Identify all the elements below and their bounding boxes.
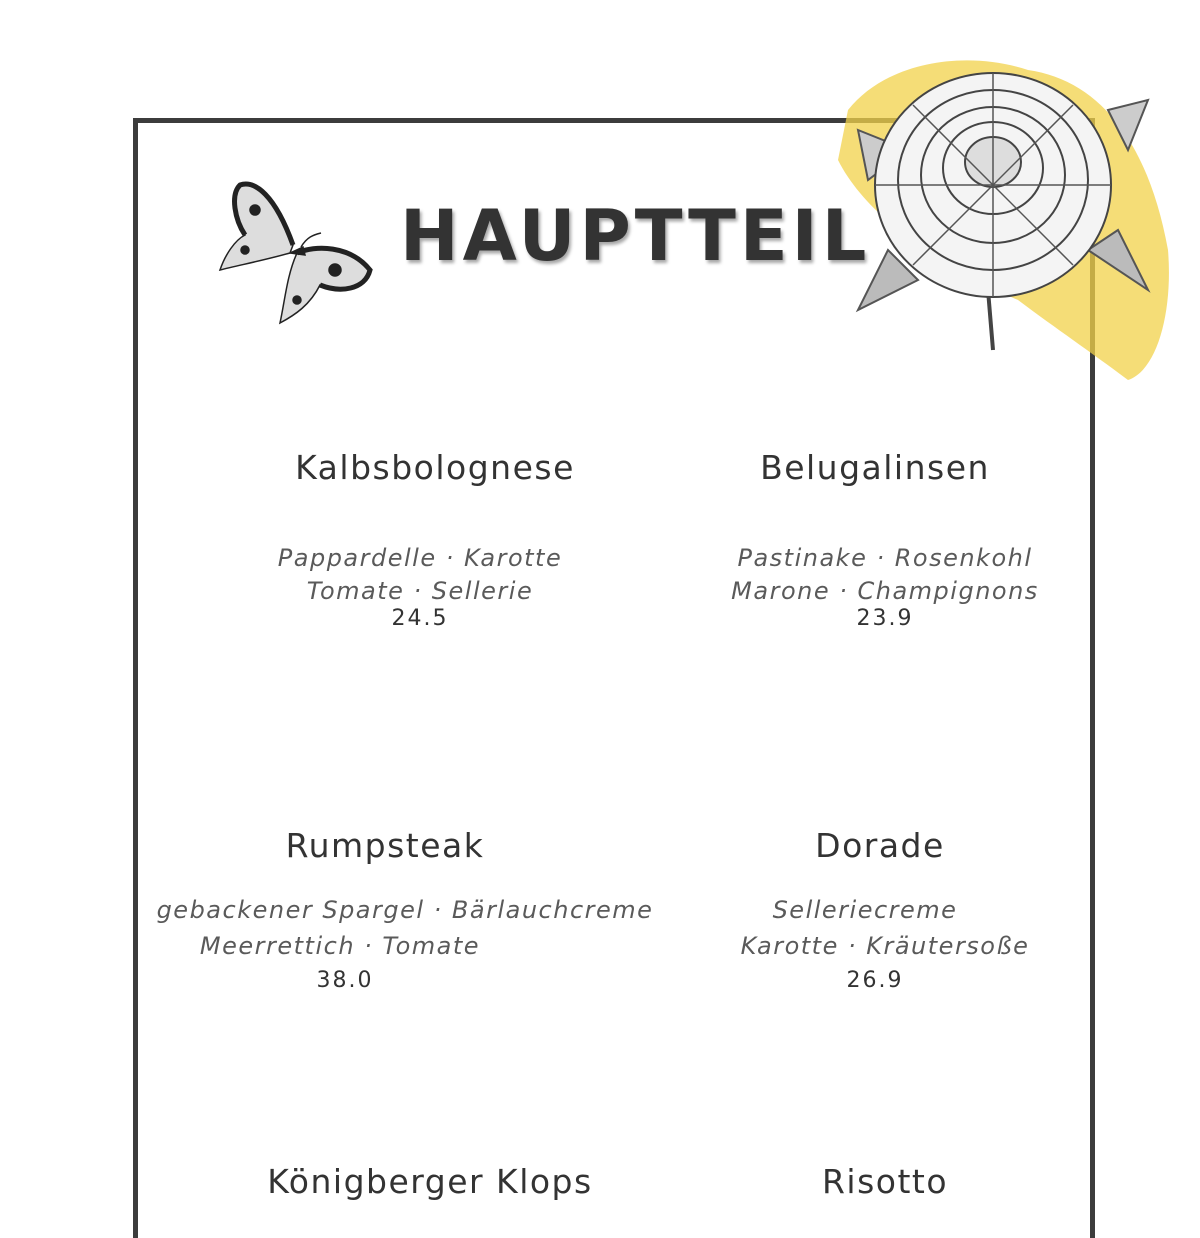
chrysanthemum-flower-illustration xyxy=(828,50,1178,390)
dish-price: 23.9 xyxy=(856,606,914,631)
dish-item xyxy=(230,1162,630,1201)
dish-name: Dorade xyxy=(815,826,945,865)
dish-item xyxy=(720,1162,1050,1201)
dish-price: 38.0 xyxy=(316,968,374,993)
dish-ingredients-line: gebackener Spargel · Bärlauchcreme xyxy=(156,896,654,924)
dish-name: Rumpsteak xyxy=(285,826,485,865)
dish-description xyxy=(145,892,665,996)
dish-item xyxy=(190,826,580,865)
dish-description xyxy=(700,542,1070,634)
dish-ingredients-line: Tomate · Sellerie xyxy=(306,577,534,605)
dish-description xyxy=(240,542,600,634)
dish-price: 26.9 xyxy=(846,968,904,993)
dish-name: Königberger Klops xyxy=(267,1162,593,1201)
dish-description xyxy=(720,892,1050,996)
dish-ingredients-line: Marone · Champignons xyxy=(731,577,1039,605)
dish-item xyxy=(720,826,1040,865)
dish-ingredients-line: Pappardelle · Karotte xyxy=(277,544,563,572)
dish-ingredients-line: Meerrettich · Tomate xyxy=(199,932,481,960)
page-title: HAUPTTEIL xyxy=(400,195,871,277)
dish-ingredients-line: Pastinake · Rosenkohl xyxy=(737,544,1033,572)
dish-item xyxy=(700,448,1050,487)
dish-name: Risotto xyxy=(821,1162,949,1201)
butterfly-illustration xyxy=(215,175,380,325)
dish-ingredients-line: Karotte · Kräutersoße xyxy=(740,932,1030,960)
dish-ingredients-line: Selleriecreme xyxy=(772,896,958,924)
dish-item xyxy=(240,448,630,487)
dish-price: 24.5 xyxy=(391,606,449,631)
dish-name: Belugalinsen xyxy=(760,448,990,487)
dish-name: Kalbsbolognese xyxy=(295,448,575,487)
